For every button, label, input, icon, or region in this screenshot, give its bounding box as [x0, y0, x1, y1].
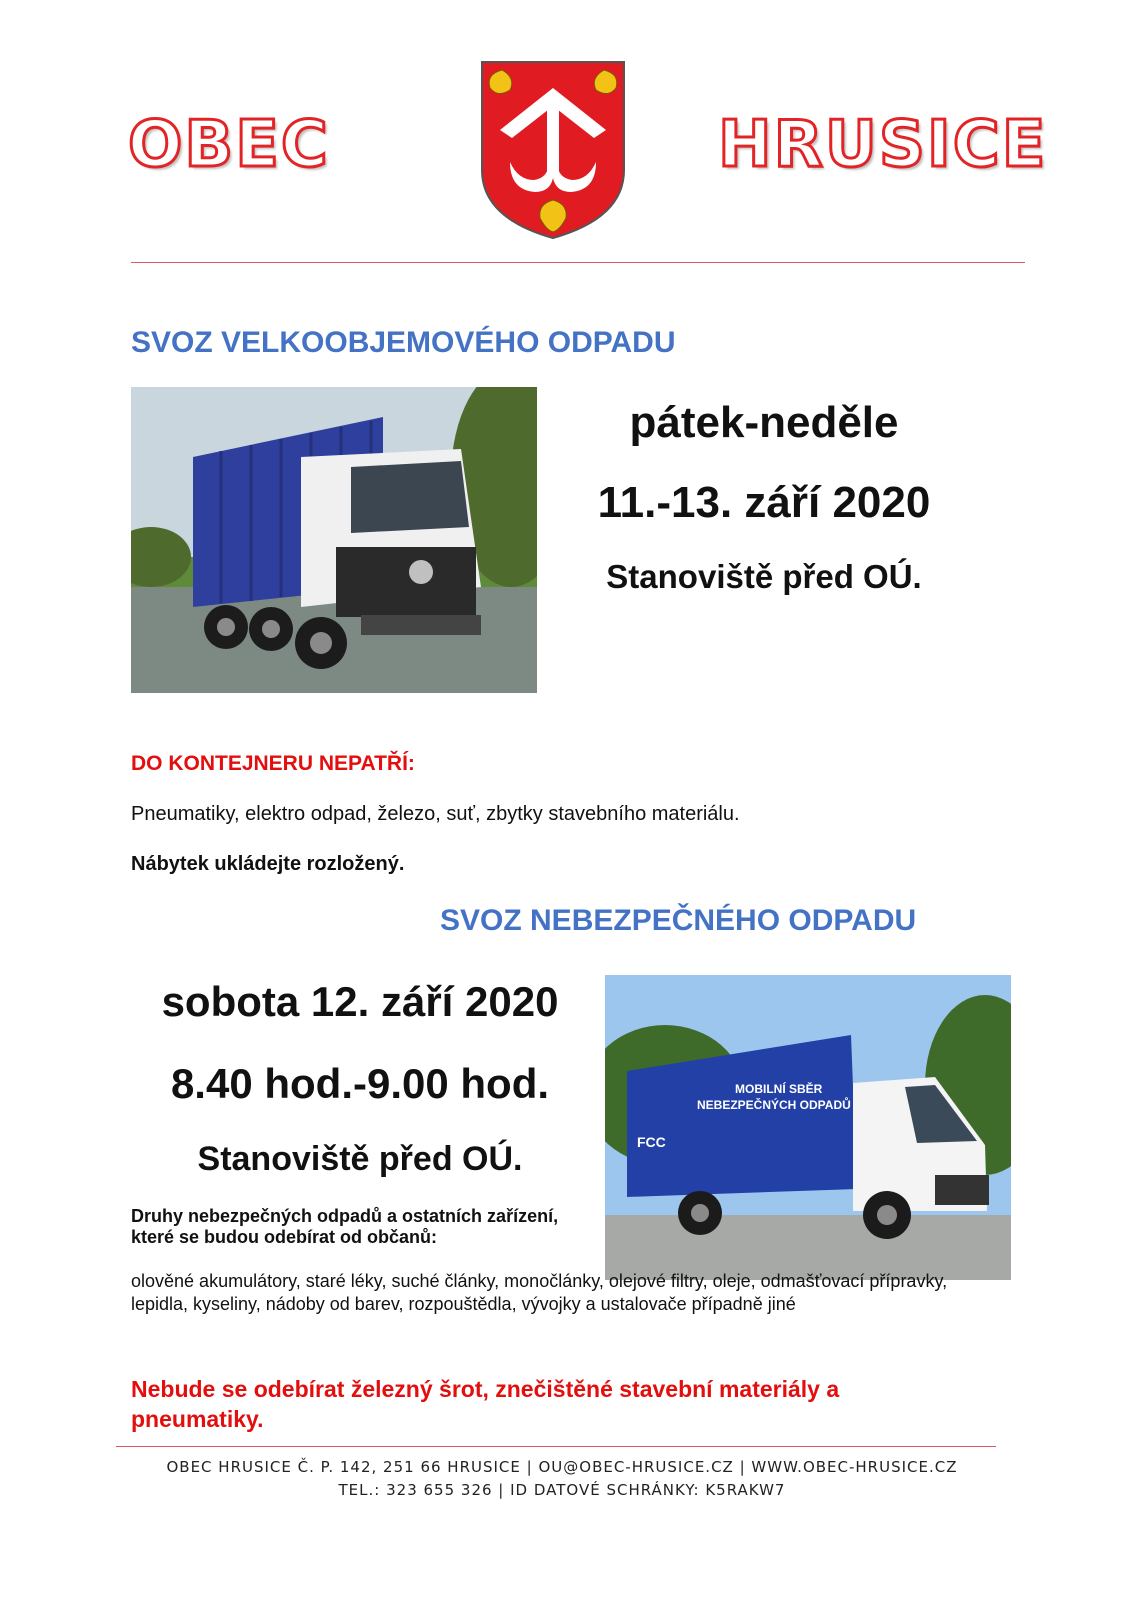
final-warning: Nebude se odebírat železný šrot, znečištěné stavební materiály a pneumatiky. [131, 1376, 840, 1432]
not-allowed-items: Pneumatiky, elektro odpad, železo, suť, zbytky stavebního materiálu. [131, 803, 740, 825]
not-allowed-heading: DO KONTEJNERU NEPATŘÍ: [131, 752, 415, 775]
furniture-note: Nábytek ukládejte rozložený. [131, 853, 405, 875]
bulky-waste-location: Stanoviště před OÚ. [606, 558, 922, 595]
truck-logo-text: FCC [637, 1134, 666, 1150]
bulky-waste-dates: 11.-13. září 2020 [597, 478, 931, 527]
hazardous-waste-heading: SVOZ NEBEZPEČNÉHO ODPADU [440, 904, 917, 937]
header-divider [131, 262, 1025, 263]
title-hrusice: HRUSICE [718, 108, 1048, 182]
hazardous-waste-date: sobota 12. září 2020 [161, 978, 559, 1025]
hazardous-waste-time: 8.40 hod.-9.00 hod. [170, 1060, 550, 1107]
footer-contact-line: OBEC HRUSICE Č. P. 142, 251 66 HRUSICE | OU@OBEC-HRUSICE.CZ | WWW.OBEC-HRUSICE.CZ [166, 1458, 958, 1476]
truck-text-line1: MOBILNÍ SBĚR [735, 1082, 823, 1096]
bulky-waste-heading: SVOZ VELKOOBJEMOVÉHO ODPADU [131, 326, 676, 359]
hazardous-types-heading: Druhy nebezpečných odpadů a ostatních zařízení, které se budou odebírat od občanů: [131, 1206, 559, 1247]
footer-phone-line: TEL.: 323 655 326 | ID DATOVÉ SCHRÁNKY: K5RAKW7 [338, 1481, 786, 1499]
coat-of-arms-logo [480, 60, 626, 240]
bulky-waste-days: pátek-neděle [629, 398, 899, 447]
footer-divider [116, 1446, 996, 1447]
container-truck-photo [131, 387, 537, 693]
hazardous-types-list: olověné akumulátory, staré léky, suché články, monočlánky, olejové filtry, oleje, odmašťovací přípravky, lepidla, kyseliny, nádoby od barev, rozpouštědla, vývojky a ustalovače případně jiné [131, 1271, 948, 1314]
hazardous-waste-location: Stanoviště před OÚ. [197, 1140, 523, 1178]
title-obec: OBEC [128, 108, 330, 182]
mobile-collection-truck-photo [605, 975, 1011, 1280]
truck-text-line2: NEBEZPEČNÝCH ODPADŮ [697, 1098, 851, 1112]
